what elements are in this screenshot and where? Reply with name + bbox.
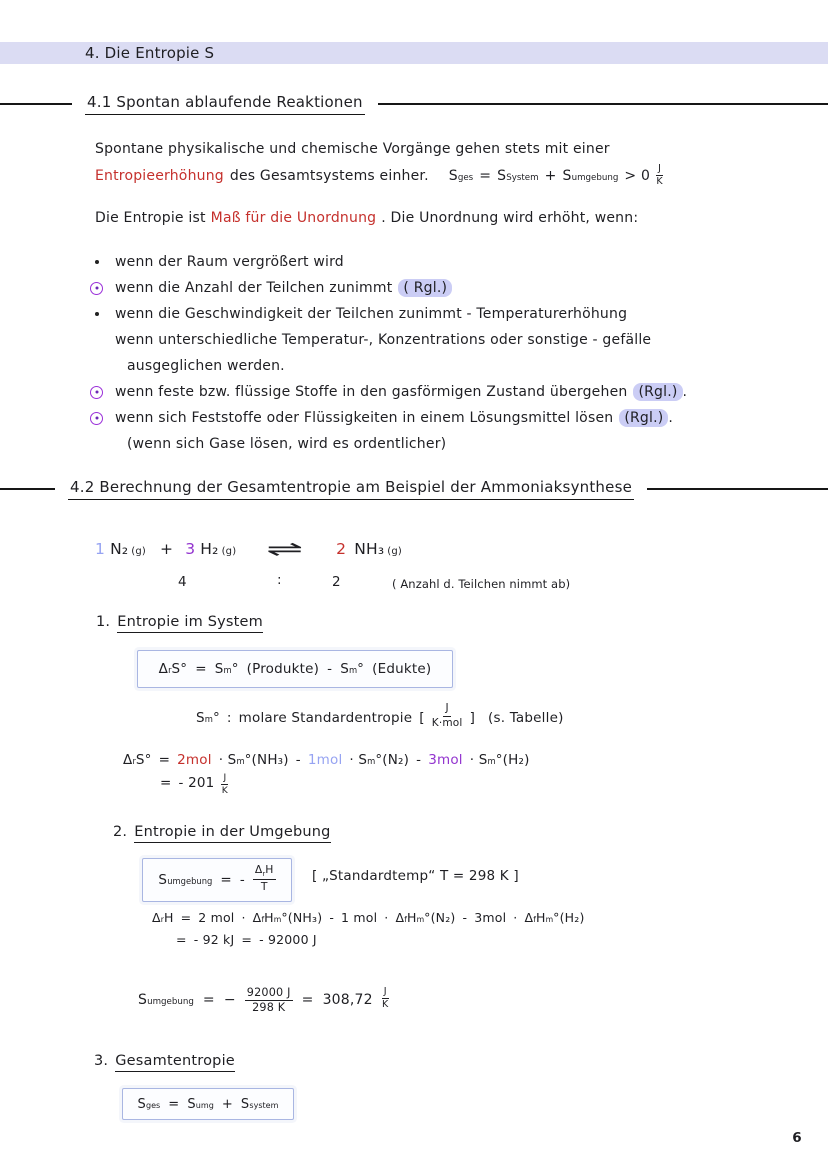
joule-per-kelvin-fraction: $\frac{J}{K}$ bbox=[221, 772, 229, 796]
minus-sign: - bbox=[239, 872, 245, 888]
intro-line-2-text: des Gesamtsystems einher. bbox=[229, 168, 429, 184]
equals-sign: = bbox=[220, 872, 232, 888]
equals-sign: = bbox=[160, 775, 172, 791]
definition-pre: Die Entropie ist bbox=[95, 210, 206, 226]
coefficient-n2: 1 bbox=[95, 540, 106, 558]
calculation-line-1: Δ r S° = 2mol · S m °(NH₃) - 1mol · S m °(N₂) - 3mol · S m °(H₂) bbox=[123, 752, 530, 768]
greater-than-zero: > 0 bbox=[624, 168, 651, 184]
bullet-item bbox=[88, 379, 687, 405]
dot-bullet-icon bbox=[95, 260, 99, 264]
standard-temp-note: [ „Standardtemp“ T = 298 K ] bbox=[312, 868, 519, 884]
bullet-text: wenn die Geschwindigkeit der Teilchen zunimmt - Temperaturerhöhung bbox=[115, 306, 628, 322]
step-3-heading bbox=[94, 1053, 235, 1072]
step-title: Entropie im System bbox=[117, 614, 263, 633]
page-number: 6 bbox=[792, 1130, 802, 1146]
heading-rule-left bbox=[0, 488, 55, 490]
sub-system: System bbox=[506, 173, 539, 183]
state-gas: (g) bbox=[131, 546, 147, 557]
disorder-keyword: Maß für die Unordnung bbox=[210, 210, 377, 226]
system-entropy-calculation bbox=[123, 752, 530, 797]
sym-s: S bbox=[448, 168, 458, 184]
bullet-text-after: . bbox=[682, 384, 688, 400]
dot-operator: · bbox=[241, 910, 246, 925]
chapter-title: 4. Die Entropie S bbox=[85, 44, 215, 62]
step-title: Entropie in der Umgebung bbox=[134, 824, 330, 843]
entropy-increase-keyword: Entropieerhöhung bbox=[95, 168, 224, 184]
molar-entropy-definition: S m ° : molare Standardentropie [ $\frac{J}{\text{K·mol}}$ ] (s. Tabelle) bbox=[196, 702, 564, 729]
section-42-title: 4.2 Berechnung der Gesamtentropie am Beispiel der Ammoniaksynthese bbox=[68, 478, 634, 500]
step-1-heading bbox=[96, 614, 263, 633]
bullet-item bbox=[88, 327, 687, 353]
sym-s: S bbox=[497, 168, 507, 184]
mole-ratio-colon: : bbox=[277, 572, 282, 588]
equals-sign: = bbox=[180, 910, 192, 925]
section-41-title: 4.1 Spontan ablaufende Reaktionen bbox=[85, 93, 365, 115]
minus-sign: − bbox=[223, 992, 236, 1008]
step-number: 3. bbox=[94, 1053, 109, 1069]
bullet-item bbox=[88, 431, 687, 457]
bullet-text-after: . bbox=[668, 410, 674, 426]
step-2-heading bbox=[113, 824, 331, 843]
plus-sign: + bbox=[221, 1096, 233, 1112]
bullet-text: wenn die Anzahl der Teilchen zunimmt bbox=[115, 280, 393, 296]
system-entropy-formula-box: Δ r S° = S m ° (Produkte) - S m ° (Edukte) bbox=[137, 650, 453, 688]
circled-dot-bullet-icon bbox=[90, 386, 103, 399]
result-joule: - 92000 J bbox=[259, 932, 317, 947]
bullet-text: wenn sich Feststoffe oder Flüssigkeiten in einem Lösungsmittel lösen bbox=[115, 410, 614, 426]
definition-post: . Die Unordnung wird erhöht, wenn: bbox=[381, 210, 639, 226]
species-nh3: NH₃ (g) bbox=[354, 540, 403, 558]
result-value: 308,72 bbox=[322, 992, 373, 1008]
equals-sign: = bbox=[202, 992, 215, 1008]
heading-rule-left bbox=[0, 103, 72, 105]
bullet-item bbox=[88, 301, 687, 327]
minus-sign: - bbox=[329, 910, 335, 925]
dot-bullet-icon bbox=[95, 312, 99, 316]
entropy-definition-line bbox=[95, 210, 638, 226]
equals-sign: = bbox=[479, 168, 492, 184]
educts-label: (Edukte) bbox=[372, 661, 432, 677]
coefficient-h2: 3 bbox=[185, 540, 196, 558]
minus-sign: - bbox=[295, 752, 301, 768]
delta-symbol: Δ bbox=[158, 661, 169, 677]
products-label: (Produkte) bbox=[246, 661, 320, 677]
bullet-item bbox=[88, 405, 687, 431]
section-42-heading bbox=[0, 478, 828, 500]
bullet-text: wenn feste bzw. flüssige Stoffe in den gasförmigen Zustand übergehen bbox=[115, 384, 628, 400]
total-entropy-formula-box: S ges = S umg + S system bbox=[122, 1088, 294, 1120]
coefficient-nh3: 2 bbox=[336, 540, 347, 558]
intro-line-1: Spontane physikalische und chemische Vorgänge gehen stets mit einer bbox=[95, 141, 610, 157]
reaction-enthalpy-calculation bbox=[152, 910, 585, 947]
state-gas: (g) bbox=[387, 546, 403, 557]
unit-fraction: $\frac{J}{\text{K·mol}}$ bbox=[431, 702, 463, 729]
bullet-text: (wenn sich Gase lösen, wird es ordentlicher) bbox=[127, 436, 447, 452]
bracket-close: ] bbox=[469, 710, 476, 726]
result-value: - 201 bbox=[178, 775, 215, 791]
result-kj: - 92 kJ bbox=[193, 932, 235, 947]
equals-sign: = bbox=[241, 932, 253, 947]
intro-line-2 bbox=[95, 163, 663, 192]
equals-sign: = bbox=[176, 932, 187, 947]
calculation-line-1: Δ r H = 2 mol · Δ f H m °(NH₃) - 1 mol · Δ f H m °(N₂) - 3mol · Δ f H m °(H₂) bbox=[152, 910, 585, 925]
step-number: 2. bbox=[113, 824, 128, 840]
equals-sign: = bbox=[301, 992, 314, 1008]
dot-operator: · bbox=[513, 910, 518, 925]
total-entropy-inline-formula bbox=[449, 163, 663, 192]
surrounding-entropy-formula-box: S umgebung = - $\frac{\Delta_rH}{T}$ bbox=[142, 858, 292, 902]
intro-paragraph bbox=[95, 136, 663, 192]
rgl-highlight: ( Rgl.) bbox=[398, 279, 452, 297]
particle-count-note: ( Anzahl d. Teilchen nimmt ab) bbox=[392, 577, 571, 591]
coefficient-3mol: 3mol bbox=[428, 752, 463, 768]
coefficient-2mol: 2mol bbox=[177, 752, 212, 768]
plus-sign: + bbox=[160, 540, 174, 558]
definition-label: molare Standardentropie bbox=[238, 710, 413, 726]
minus-sign: - bbox=[462, 910, 468, 925]
plus-sign: + bbox=[544, 168, 557, 184]
circled-dot-bullet-icon bbox=[90, 282, 103, 295]
calculation-result bbox=[176, 932, 585, 947]
bullet-item bbox=[88, 275, 687, 301]
chapter-title-band bbox=[0, 42, 828, 64]
bullet-item bbox=[88, 353, 687, 379]
rgl-highlight: (Rgl.) bbox=[619, 409, 668, 427]
bullet-list bbox=[88, 249, 687, 457]
coefficient-1mol: 1mol bbox=[307, 752, 343, 768]
minus-sign: - bbox=[327, 661, 333, 677]
step-title: Gesamtentropie bbox=[115, 1053, 235, 1072]
heading-rule-right bbox=[647, 488, 828, 490]
mole-ratio-left: 4 bbox=[178, 574, 187, 590]
heading-rule-right bbox=[378, 103, 828, 105]
delta-symbol: Δ bbox=[123, 752, 133, 768]
dot-operator: · bbox=[384, 910, 389, 925]
reaction-equation bbox=[95, 537, 785, 612]
equals-sign: = bbox=[158, 752, 171, 768]
bullet-text: wenn der Raum vergrößert wird bbox=[115, 254, 344, 270]
sub-ges: ges bbox=[457, 173, 474, 183]
bullet-text: ausgeglichen werden. bbox=[127, 358, 285, 374]
table-reference: (s. Tabelle) bbox=[488, 710, 564, 726]
circled-dot-bullet-icon bbox=[90, 412, 103, 425]
enthalpy-over-temperature-fraction: $\frac{\Delta_rH}{T}$ bbox=[254, 862, 274, 893]
species-h2: H₂ (g) bbox=[200, 540, 237, 558]
bracket-open: [ bbox=[419, 710, 425, 726]
state-gas: (g) bbox=[221, 546, 237, 557]
species-n2: N₂ (g) bbox=[110, 540, 147, 558]
joule-per-kelvin-fraction: $\frac{J}{K}$ bbox=[656, 163, 663, 187]
sym-s: S bbox=[562, 168, 572, 184]
bullet-text: wenn unterschiedliche Temperatur-, Konzentrations oder sonstige - gefälle bbox=[115, 332, 652, 348]
bullet-item bbox=[88, 249, 687, 275]
sub-umgebung: umgebung bbox=[571, 173, 619, 183]
section-41-heading bbox=[0, 93, 828, 115]
mole-ratio-right: 2 bbox=[332, 574, 341, 590]
delta-symbol: Δ bbox=[152, 910, 161, 925]
surrounding-entropy-calculation: S umgebung = − $\frac{92000 J}{298 K}$ = 308,72 $\frac{J}{K}$ bbox=[138, 985, 389, 1014]
equals-sign: = bbox=[168, 1096, 180, 1112]
value-fraction: $\frac{92000 J}{298 K}$ bbox=[246, 985, 291, 1014]
step-number: 1. bbox=[96, 614, 111, 630]
equals-sign: = bbox=[195, 661, 207, 677]
rgl-highlight: (Rgl.) bbox=[633, 383, 682, 401]
minus-sign: - bbox=[416, 752, 422, 768]
joule-per-kelvin-fraction: $\frac{J}{K}$ bbox=[382, 985, 389, 1010]
equation-row: 1 N₂ (g) + 3 H₂ (g) ⇌ 2 NH₃ (g) bbox=[95, 537, 403, 561]
calculation-result bbox=[160, 772, 530, 797]
